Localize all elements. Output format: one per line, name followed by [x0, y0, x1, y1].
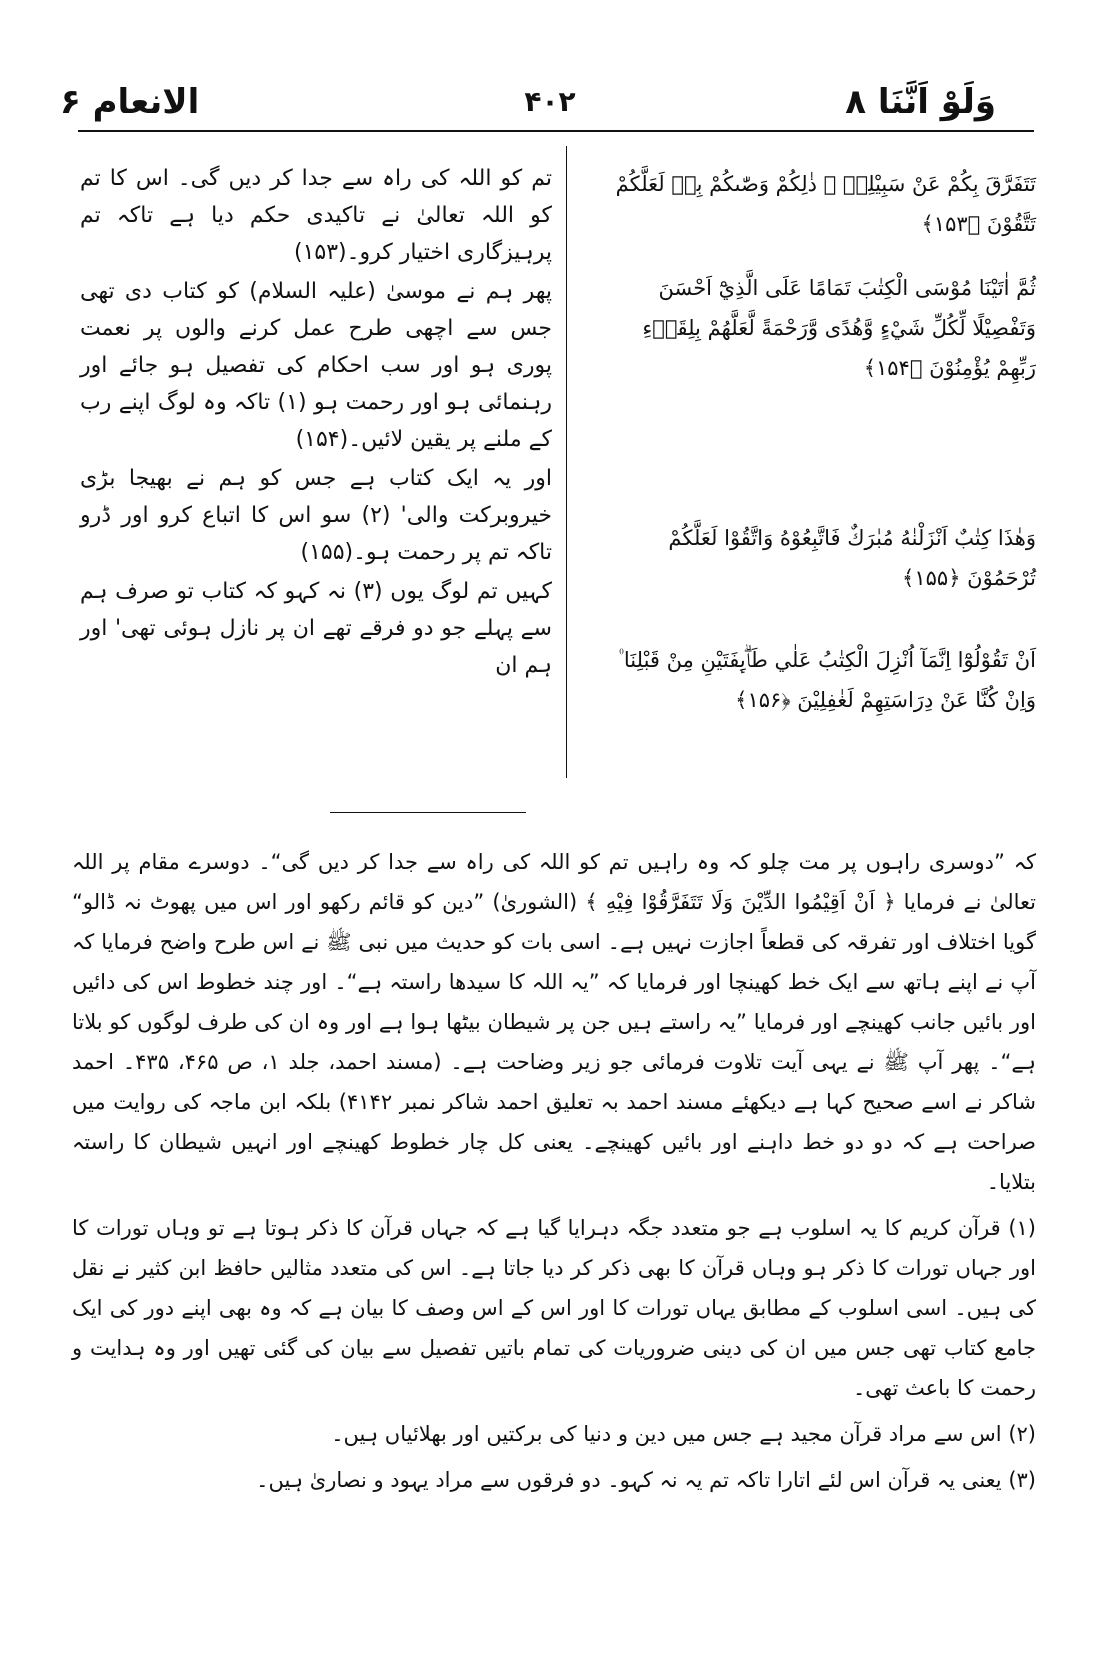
footnote-1: (۱) قرآن کریم کا یہ اسلوب ہے جو متعدد جگہ دہرایا گیا ہے کہ جہاں قرآن کا ذکر ہوتا ہے تو وہاں تورات کا اور جہاں تورات کا ذکر ہو وہاں قرآن کا بھی ذکر کر دیا جاتا ہے۔ اس کی متعدد مثالیں حافظ ابن کثیر نے نقل کی ہیں۔ اسی اسلوب کے مطابق یہاں تورات کا اور اس کے اس وصف کا بیان ہے کہ وہ بھی اپنے دور کی ایک جامع کتاب تھی جس میں ان کی دینی ضروریات کی تمام باتیں تفصیل سے بیان کی گئی تھیں اور وہ ہدایت و رحمت کا باعث تھی۔: [72, 1216, 1036, 1400]
translation-153: تم کو اللہ کی راہ سے جدا کر دیں گی۔ اس کا تم کو اللہ تعالیٰ نے تاکیدی حکم دیا ہے تاکہ تم پرہیزگاری اختیار کرو۔(۱۵۳): [80, 166, 552, 265]
footnote-2: (۲) اس سے مراد قرآن مجید ہے جس میں دین و دنیا کی برکتیں اور بھلائیاں ہیں۔: [331, 1422, 1036, 1446]
surah-name: الانعام ۶: [60, 82, 200, 122]
translation-156: کہیں تم لوگ یوں (۳) نہ کہو کہ کتاب تو صرف ہم سے پہلے جو دو فرقے تھے ان پر نازل ہوئی تھی' اور ہم ان: [80, 579, 552, 678]
arabic-ayah-153: [598, 164, 1036, 244]
footnote-3: (۳) یعنی یہ قرآن اس لئے اتارا تاکہ تم یہ نہ کہو۔ دو فرقوں سے مراد یہود و نصاریٰ ہیں۔: [256, 1468, 1036, 1492]
arabic-text: ثُمَّ اٰتَيْنَا مُوْسَى الْكِتٰبَ تَمَامًا عَلَى الَّذِيْٓ اَحْسَنَ وَتَفْصِيْلًا لِّكُلِّ شَيْءٍ وَّهُدًى وَّرَحْمَةً لَّعَلَّهُمْ بِلِقَاۗءِ رَبِّهِمْ يُؤْمِنُوْنَ ﴿۱۵۴﴾: [642, 276, 1036, 380]
arabic-text: وَهٰذَا كِتٰبٌ اَنْزَلْنٰهُ مُبٰرَكٌ فَاتَّبِعُوْهُ وَاتَّقُوْا لَعَلَّكُمْ تُرْحَمُوْنَ ﴿۱۵۵﴾: [668, 526, 1036, 590]
translation-154: پھر ہم نے موسیٰ (علیہ السلام) کو کتاب دی تھی جس سے اچھی طرح عمل کرنے والوں پر نعمت پوری ہو اور سب احکام کی تفصیل ہو جائے اور رہنمائی ہو اور رحمت ہو (۱) تاکہ وہ لوگ اپنے رب کے ملنے پر یقین لائیں۔(۱۵۴): [80, 279, 552, 452]
header-rule: [78, 130, 1034, 132]
arabic-ayah-155: [598, 518, 1036, 598]
footnotes: [72, 842, 1036, 1500]
footnote-intro: کہ ”دوسری راہوں پر مت چلو کہ وہ راہیں تم کو اللہ کی راہ سے جدا کر دیں گی“۔ دوسرے مقام پر اللہ تعالیٰ نے فرمایا ﴿ اَنْ اَقِيْمُوا الدِّيْنَ وَلَا تَتَفَرَّقُوْا فِيْهِ ﴾ (الشوریٰ) ”دین کو قائم رکھو اور اس میں پھوٹ نہ ڈالو“ گویا اختلاف اور تفرقہ کی قطعاً اجازت نہیں ہے۔ اسی بات کو حدیث میں نبی ﷺ نے اس طرح واضح فرمایا کہ آپ نے اپنے ہاتھ سے ایک خط کھینچا اور فرمایا کہ ”یہ اللہ کا سیدھا راستہ ہے“۔ اور چند خطوط اس کی دائیں اور بائیں جانب کھینچے اور فرمایا ”یہ راستے ہیں جن پر شیطان بیٹھا ہوا ہے اور وہ ان کی طرف لوگوں کو بلاتا ہے“۔ پھر آپ ﷺ نے یہی آیت تلاوت فرمائی جو زیر وضاحت ہے۔ (مسند احمد، جلد ۱، ص ۴۶۵، ۴۳۵۔ احمد شاکر نے اسے صحیح کہا ہے دیکھئے مسند احمد بہ تعلیق احمد شاکر نمبر ۴۱۴۲) بلکہ ابن ماجہ کی روایت میں صراحت ہے کہ دو دو خط داہنے اور بائیں کھینچے۔ یعنی کل چار خطوط کھینچے اور انہیں شیطان کا راستہ بتلایا۔: [72, 850, 1036, 1194]
translation-155: اور یہ ایک کتاب ہے جس کو ہم نے بھیجا بڑی خیروبرکت والی' (۲) سو اس کا اتباع کرو اور ڈرو تاکہ تم پر رحمت ہو۔(۱۵۵): [80, 466, 552, 565]
arabic-ayah-156: [598, 640, 1036, 720]
urdu-translation: [80, 160, 552, 686]
arabic-text: تَتَفَرَّقَ بِكُمْ عَنْ سَبِيْلِهٖ ۚ ذٰلِكُمْ وَصّٰىكُمْ بِهٖ لَعَلَّكُمْ تَتَّقُوْنَ ﴿۱۵۳﴾: [615, 172, 1036, 236]
arabic-ayah-154: [598, 268, 1036, 388]
footnote-rule: [330, 812, 526, 813]
arabic-text: اَنْ تَقُوْلُوْٓا اِنَّمَآ اُنْزِلَ الْكِتٰبُ عَلٰي طَاۗىِٕفَتَيْنِ مِنْ قَبْلِنَا ۠ وَاِنْ كُنَّا عَنْ دِرَاسَتِهِمْ لَغٰفِلِيْنَ ﴿۱۵۶﴾: [618, 648, 1036, 712]
column-divider: [566, 146, 567, 778]
page-number: ۴۰۲: [524, 85, 576, 118]
para-name: وَلَوْ اَنَّنَا ۸: [845, 82, 996, 122]
